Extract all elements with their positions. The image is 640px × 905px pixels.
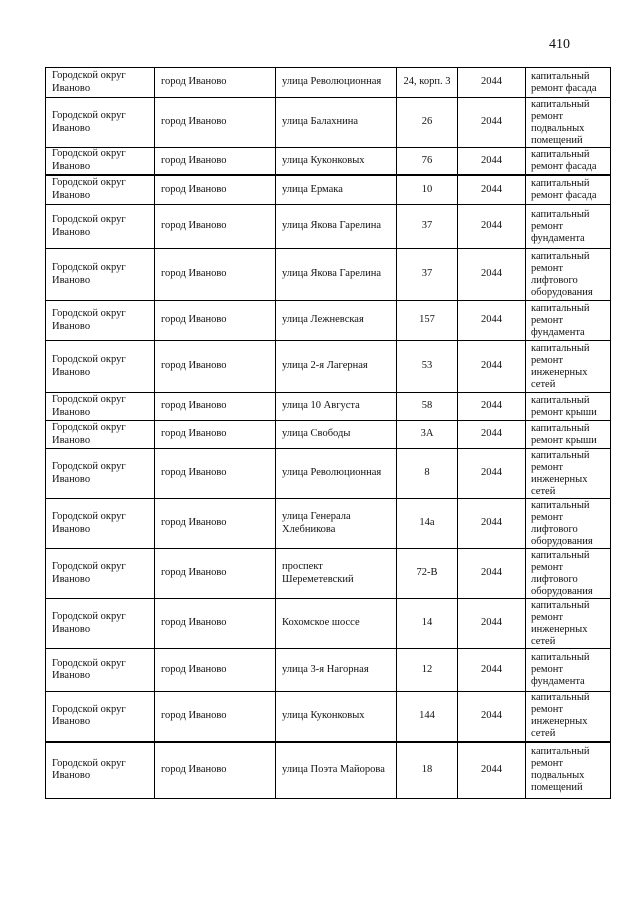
- house-number-cell: 53: [397, 341, 458, 393]
- house-number-cell: 157: [397, 301, 458, 341]
- work-type-cell: капитальный ремонт лифтового оборудования: [526, 549, 611, 599]
- street-cell: Кохомское шоссе: [276, 599, 397, 649]
- municipality-cell: Городской округ Иваново: [46, 148, 155, 175]
- table-row: [46, 449, 611, 499]
- house-number-cell: 58: [397, 393, 458, 421]
- work-type-cell: капитальный ремонт фундамента: [526, 649, 611, 692]
- municipality-cell: Городской округ Иваново: [46, 301, 155, 341]
- street-cell: улица 2-я Лагерная: [276, 341, 397, 393]
- house-number-cell: 14: [397, 599, 458, 649]
- work-type-cell: капитальный ремонт фасада: [526, 175, 611, 205]
- year-cell: 2044: [458, 68, 526, 98]
- settlement-cell: город Иваново: [155, 499, 276, 549]
- street-cell: улица Поэта Майорова: [276, 742, 397, 799]
- house-number-cell: 24, корп. 3: [397, 68, 458, 98]
- settlement-cell: город Иваново: [155, 449, 276, 499]
- settlement-cell: город Иваново: [155, 341, 276, 393]
- municipality-cell: Городской округ Иваново: [46, 649, 155, 692]
- work-type-cell: капитальный ремонт подвальных помещений: [526, 98, 611, 148]
- street-cell: улица Якова Гарелина: [276, 205, 397, 249]
- house-number-cell: 8: [397, 449, 458, 499]
- municipality-cell: Городской округ Иваново: [46, 98, 155, 148]
- table-row: [46, 421, 611, 449]
- municipality-cell: Городской округ Иваново: [46, 549, 155, 599]
- street-cell: улица 3-я Нагорная: [276, 649, 397, 692]
- table-row: [46, 68, 611, 98]
- street-cell: улица Ермака: [276, 175, 397, 205]
- table-row: [46, 341, 611, 393]
- municipality-cell: Городской округ Иваново: [46, 692, 155, 742]
- house-number-cell: 144: [397, 692, 458, 742]
- house-number-cell: 37: [397, 205, 458, 249]
- municipality-cell: Городской округ Иваново: [46, 205, 155, 249]
- street-cell: улица Генерала Хлебникова: [276, 499, 397, 549]
- table-row: [46, 692, 611, 742]
- settlement-cell: город Иваново: [155, 205, 276, 249]
- house-number-cell: 3А: [397, 421, 458, 449]
- street-cell: улица 10 Августа: [276, 393, 397, 421]
- work-type-cell: капитальный ремонт инженерных сетей: [526, 449, 611, 499]
- year-cell: 2044: [458, 449, 526, 499]
- municipality-cell: Городской округ Иваново: [46, 249, 155, 301]
- settlement-cell: город Иваново: [155, 421, 276, 449]
- work-type-cell: капитальный ремонт инженерных сетей: [526, 692, 611, 742]
- year-cell: 2044: [458, 175, 526, 205]
- year-cell: 2044: [458, 421, 526, 449]
- table-row: [46, 499, 611, 549]
- year-cell: 2044: [458, 393, 526, 421]
- street-cell: улица Лежневская: [276, 301, 397, 341]
- table-row: [46, 393, 611, 421]
- table-row: [46, 98, 611, 148]
- year-cell: 2044: [458, 98, 526, 148]
- work-type-cell: капитальный ремонт фундамента: [526, 205, 611, 249]
- street-cell: улица Балахнина: [276, 98, 397, 148]
- house-number-cell: 72-В: [397, 549, 458, 599]
- street-cell: улица Куконковых: [276, 692, 397, 742]
- house-number-cell: 37: [397, 249, 458, 301]
- year-cell: 2044: [458, 692, 526, 742]
- house-number-cell: 26: [397, 98, 458, 148]
- year-cell: 2044: [458, 148, 526, 175]
- year-cell: 2044: [458, 249, 526, 301]
- table-row: [46, 148, 611, 175]
- table-row: [46, 205, 611, 249]
- settlement-cell: город Иваново: [155, 175, 276, 205]
- municipality-cell: Городской округ Иваново: [46, 393, 155, 421]
- settlement-cell: город Иваново: [155, 301, 276, 341]
- municipality-cell: Городской округ Иваново: [46, 499, 155, 549]
- page-number: 410: [549, 37, 570, 52]
- work-type-cell: капитальный ремонт крыши: [526, 393, 611, 421]
- work-type-cell: капитальный ремонт лифтового оборудования: [526, 499, 611, 549]
- year-cell: 2044: [458, 205, 526, 249]
- settlement-cell: город Иваново: [155, 98, 276, 148]
- table-row: [46, 549, 611, 599]
- street-cell: улица Куконковых: [276, 148, 397, 175]
- table-row: [46, 599, 611, 649]
- municipality-cell: Городской округ Иваново: [46, 341, 155, 393]
- municipality-cell: Городской округ Иваново: [46, 175, 155, 205]
- work-type-cell: капитальный ремонт фундамента: [526, 301, 611, 341]
- work-type-cell: капитальный ремонт инженерных сетей: [526, 599, 611, 649]
- settlement-cell: город Иваново: [155, 649, 276, 692]
- house-number-cell: 14а: [397, 499, 458, 549]
- municipality-cell: Городской округ Иваново: [46, 449, 155, 499]
- work-type-cell: капитальный ремонт фасада: [526, 148, 611, 175]
- settlement-cell: город Иваново: [155, 148, 276, 175]
- settlement-cell: город Иваново: [155, 68, 276, 98]
- table-row: [46, 301, 611, 341]
- settlement-cell: город Иваново: [155, 742, 276, 799]
- municipality-cell: Городской округ Иваново: [46, 599, 155, 649]
- work-type-cell: капитальный ремонт подвальных помещений: [526, 742, 611, 799]
- repair-schedule-table: [45, 67, 611, 799]
- street-cell: улица Революционная: [276, 449, 397, 499]
- settlement-cell: город Иваново: [155, 549, 276, 599]
- year-cell: 2044: [458, 742, 526, 799]
- municipality-cell: Городской округ Иваново: [46, 68, 155, 98]
- settlement-cell: город Иваново: [155, 599, 276, 649]
- street-cell: проспект Шереметевский: [276, 549, 397, 599]
- table-row: [46, 742, 611, 799]
- work-type-cell: капитальный ремонт крыши: [526, 421, 611, 449]
- year-cell: 2044: [458, 301, 526, 341]
- street-cell: улица Свободы: [276, 421, 397, 449]
- year-cell: 2044: [458, 649, 526, 692]
- table-row: [46, 175, 611, 205]
- house-number-cell: 76: [397, 148, 458, 175]
- settlement-cell: город Иваново: [155, 249, 276, 301]
- work-type-cell: капитальный ремонт фасада: [526, 68, 611, 98]
- year-cell: 2044: [458, 341, 526, 393]
- work-type-cell: капитальный ремонт инженерных сетей: [526, 341, 611, 393]
- work-type-cell: капитальный ремонт лифтового оборудования: [526, 249, 611, 301]
- house-number-cell: 12: [397, 649, 458, 692]
- house-number-cell: 18: [397, 742, 458, 799]
- settlement-cell: город Иваново: [155, 692, 276, 742]
- table-row: [46, 249, 611, 301]
- year-cell: 2044: [458, 599, 526, 649]
- year-cell: 2044: [458, 499, 526, 549]
- street-cell: улица Якова Гарелина: [276, 249, 397, 301]
- settlement-cell: город Иваново: [155, 393, 276, 421]
- year-cell: 2044: [458, 549, 526, 599]
- table-row: [46, 649, 611, 692]
- municipality-cell: Городской округ Иваново: [46, 421, 155, 449]
- municipality-cell: Городской округ Иваново: [46, 742, 155, 799]
- house-number-cell: 10: [397, 175, 458, 205]
- street-cell: улица Революционная: [276, 68, 397, 98]
